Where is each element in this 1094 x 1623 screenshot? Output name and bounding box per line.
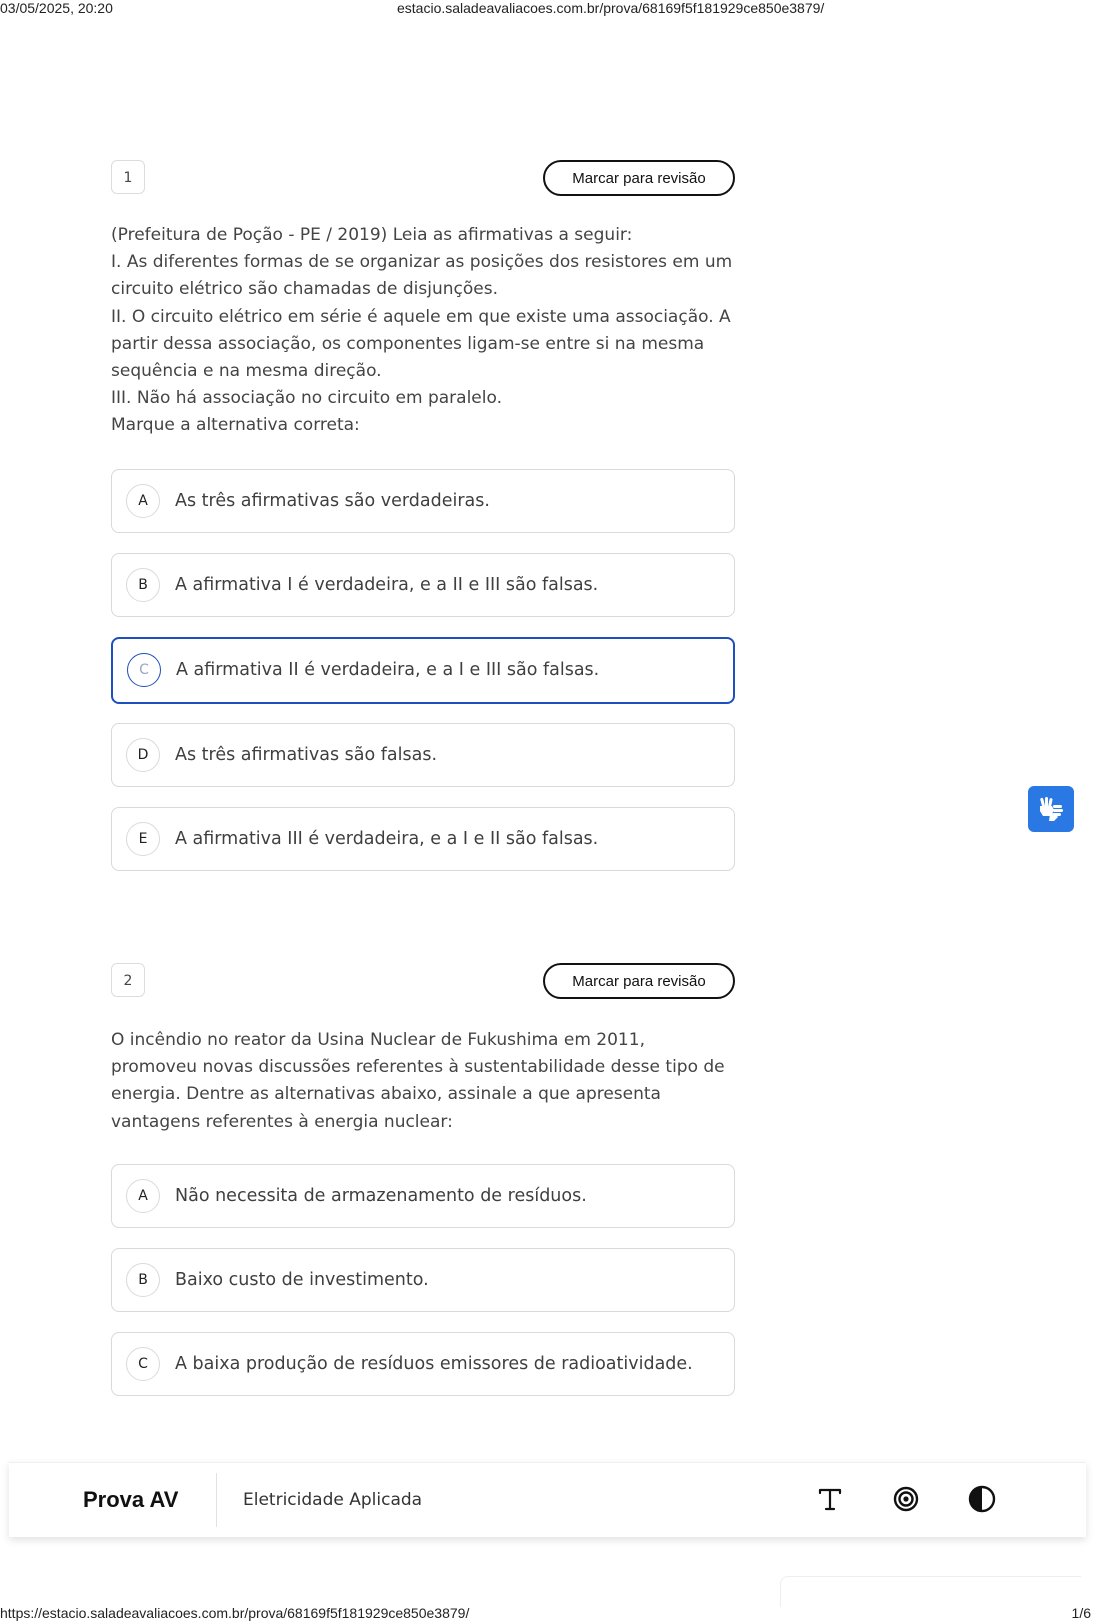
- print-footer-url: https://estacio.saladeavaliacoes.com.br/prova/68169f5f181929ce850e3879/: [0, 1605, 470, 1621]
- question-number: 2: [111, 963, 145, 997]
- exam-subject: Eletricidade Aplicada: [243, 1490, 423, 1510]
- question-text-line: I. As diferentes formas de se organizar as posições dos resistores em um circuito elétrico são chamadas de disjunções.: [111, 252, 733, 300]
- option-letter: A: [126, 484, 160, 518]
- mark-for-review-button[interactable]: Marcar para revisão: [543, 963, 735, 999]
- divider: [216, 1473, 217, 1527]
- option-b[interactable]: [111, 1248, 735, 1312]
- option-a[interactable]: [111, 469, 735, 533]
- print-footer: [0, 1603, 1094, 1623]
- option-letter: C: [127, 653, 161, 687]
- question-text-line: O incêndio no reator da Usina Nuclear de Fukushima em 2011, promoveu novas discussões referentes à sustentabilidade desse tipo de energia. Dentre as alternativas abaixo, assinale a que apresenta vantagens referentes à energia nuclear:: [111, 1030, 725, 1132]
- option-text: Não necessita de armazenamento de resíduos.: [175, 1186, 587, 1206]
- option-b[interactable]: [111, 553, 735, 617]
- option-a[interactable]: [111, 1164, 735, 1228]
- print-header: [0, 0, 1094, 18]
- question-1: [111, 160, 735, 865]
- option-letter: B: [126, 568, 160, 602]
- sign-language-hands-icon: [1037, 795, 1065, 823]
- option-d[interactable]: [111, 723, 735, 787]
- question-text: [111, 222, 735, 440]
- exam-bottom-bar: [9, 1462, 1086, 1537]
- sign-language-button[interactable]: [1028, 786, 1074, 832]
- option-text: A baixa produção de resíduos emissores de radioatividade.: [175, 1354, 693, 1374]
- question-2: [111, 963, 735, 1403]
- option-letter: B: [126, 1263, 160, 1297]
- question-text-line: (Prefeitura de Poção - PE / 2019) Leia as afirmativas a seguir:: [111, 225, 633, 245]
- option-letter: C: [126, 1347, 160, 1381]
- option-letter: A: [126, 1179, 160, 1213]
- option-text: A afirmativa I é verdadeira, e a II e III são falsas.: [175, 575, 599, 595]
- option-letter: D: [126, 738, 160, 772]
- option-text: Baixo custo de investimento.: [175, 1270, 429, 1290]
- option-text: A afirmativa III é verdadeira, e a I e II são falsas.: [175, 829, 599, 849]
- print-url: estacio.saladeavaliacoes.com.br/prova/68169f5f181929ce850e3879/: [397, 0, 825, 16]
- print-datetime: 03/05/2025, 20:20: [0, 0, 113, 16]
- option-text: A afirmativa II é verdadeira, e a I e III são falsas.: [176, 660, 600, 680]
- option-letter: E: [126, 822, 160, 856]
- question-text-line: III. Não há associação no circuito em paralelo.: [111, 388, 502, 409]
- question-number: 1: [111, 160, 145, 194]
- question-text-line: Marque a alternativa correta:: [111, 415, 360, 436]
- option-text: As três afirmativas são verdadeiras.: [175, 491, 490, 511]
- print-page-number: 1/6: [1071, 1605, 1091, 1621]
- question-text-line: II. O circuito elétrico em série é aquele em que existe uma associação. A partir dessa associação, os componentes ligam-se entre si na mesma sequência e na mesma direção.: [111, 306, 731, 382]
- question-text: [111, 1027, 735, 1136]
- option-text: As três afirmativas são falsas.: [175, 745, 438, 765]
- option-c-selected[interactable]: [111, 637, 735, 704]
- contrast-icon[interactable]: [965, 1482, 999, 1516]
- exam-title: Prova AV: [83, 1487, 179, 1512]
- text-size-icon[interactable]: [813, 1482, 847, 1516]
- target-icon[interactable]: [889, 1482, 923, 1516]
- option-c[interactable]: [111, 1332, 735, 1396]
- option-e[interactable]: [111, 807, 735, 871]
- mark-for-review-button[interactable]: Marcar para revisão: [543, 160, 735, 196]
